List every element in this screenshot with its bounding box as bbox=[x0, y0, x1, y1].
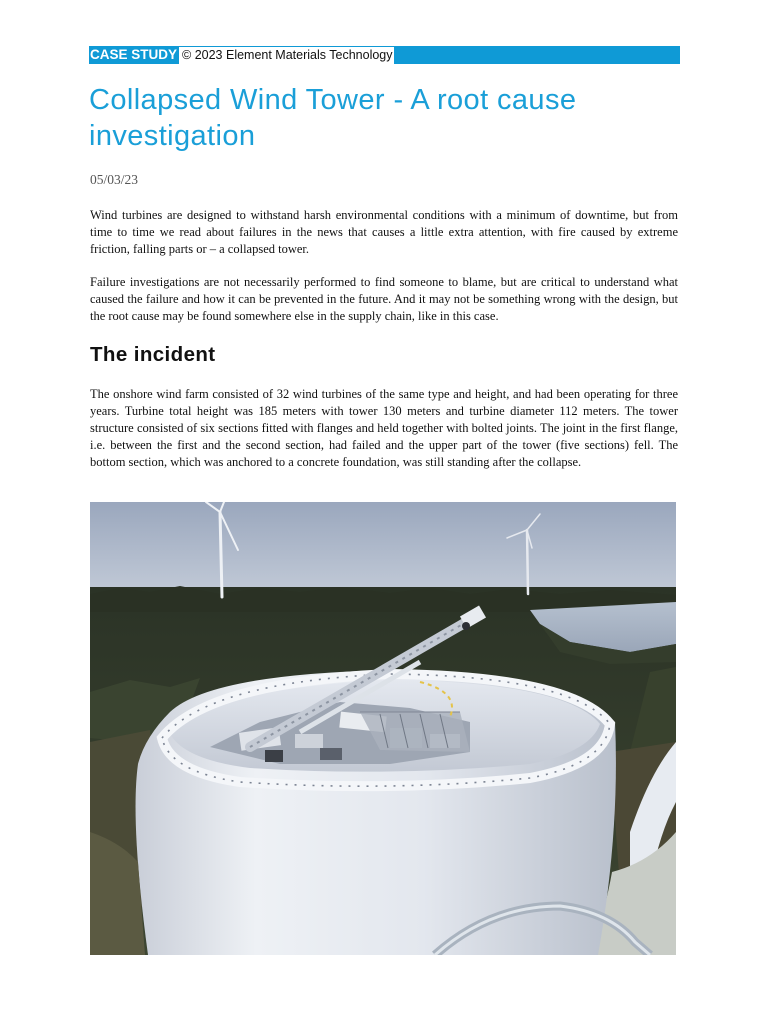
page-title: Collapsed Wind Tower - A root cause investigation bbox=[89, 84, 577, 152]
collapsed-tower-photo bbox=[90, 502, 676, 955]
publication-date: 05/03/23 bbox=[90, 172, 139, 187]
section-heading-incident: The incident bbox=[90, 343, 216, 366]
case-study-banner bbox=[89, 46, 680, 64]
incident-paragraph: The onshore wind farm consisted of 32 wind turbines of the same type and height, and had been operating for three years. Turbine total height was 185 meters with tower 130 meters and turbine diameter 112 meters. The tower structure consisted of six sections fitted with flanges and held together with bolted joints. The joint in the first flange, i.e. between the first and the second section, had failed and the upper part of the tower (five sections) fell. The bottom section, which was anchored to a concrete foundation, was still standing after the collapse. bbox=[90, 387, 678, 469]
copyright-notice: © 2023 Element Materials Technology bbox=[179, 47, 394, 64]
case-study-label: CASE STUDY bbox=[90, 47, 178, 62]
sky bbox=[90, 502, 676, 597]
intro-paragraph-1: Wind turbines are designed to withstand harsh environmental conditions with a minimum of downtime, but from time to time we read about failures in the news that causes a little extra attention, with fire caused by extreme friction, falling parts or – a collapsed tower. bbox=[90, 208, 678, 256]
intro-paragraph-2: Failure investigations are not necessarily performed to find someone to blame, but are critical to understand what caused the failure and how it can be prevented in the future. And it may not be something wrong with the design, but the root cause may be found somewhere else in the supply chain, like in this case. bbox=[90, 275, 678, 323]
